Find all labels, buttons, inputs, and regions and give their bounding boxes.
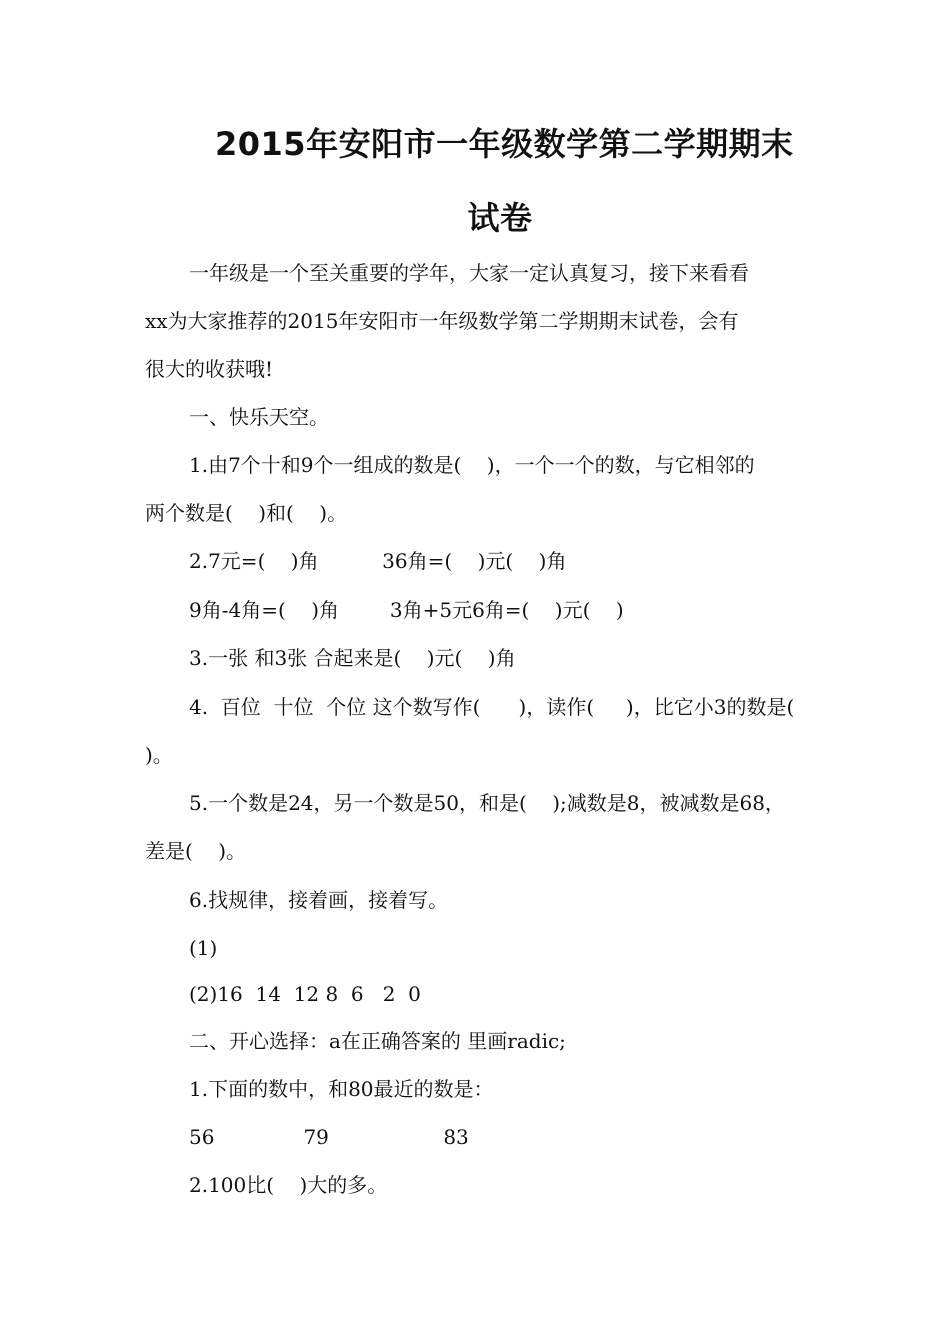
- question-6-part-1: (1): [189, 936, 218, 960]
- question-5-line-1: 5.一个数是24，另一个数是50，和是( );减数是8，被减数是68，: [189, 791, 785, 815]
- question-4-line-2: )。: [145, 743, 173, 767]
- intro-line-2: xx为大家推荐的2015年安阳市一年级数学第二学期期末试卷，会有: [145, 309, 739, 333]
- question-1-line-2: 两个数是( )和( )。: [145, 501, 348, 525]
- choice-question-1-options: 56 79 83: [189, 1125, 469, 1149]
- choice-question-1: 1.下面的数中，和80最近的数是：: [189, 1077, 494, 1101]
- question-2-line-2: 9角-4角=( )角 3角+5元6角=( )元( ): [189, 598, 624, 622]
- document-title-line2: 试卷: [467, 199, 533, 237]
- document-title-line1: 2015年安阳市一年级数学第二学期期末: [215, 125, 794, 163]
- question-5-line-2: 差是( )。: [145, 839, 247, 863]
- section-heading-1: 一、快乐天空。: [189, 405, 329, 429]
- question-2-line-1: 2.7元=( )角 36角=( )元( )角: [189, 549, 567, 573]
- section-heading-2: 二、开心选择：a在正确答案的 里画radic;: [189, 1029, 566, 1053]
- question-4-line-1: 4. 百位 十位 个位 这个数写作( )，读作( )，比它小3的数是(: [189, 695, 795, 719]
- choice-question-2: 2.100比( )大的多。: [189, 1173, 388, 1197]
- question-1-line-1: 1.由7个十和9个一组成的数是( )，一个一个的数，与它相邻的: [189, 453, 755, 477]
- intro-line-1: 一年级是一个至关重要的学年，大家一定认真复习，接下来看看: [189, 261, 749, 285]
- question-6: 6.找规律，接着画，接着写。: [189, 888, 449, 912]
- question-6-part-2: (2)16 14 12 8 6 2 0: [189, 982, 421, 1006]
- question-3: 3.一张 和3张 合起来是( )元( )角: [189, 646, 516, 670]
- intro-line-3: 很大的收获哦!: [145, 357, 274, 381]
